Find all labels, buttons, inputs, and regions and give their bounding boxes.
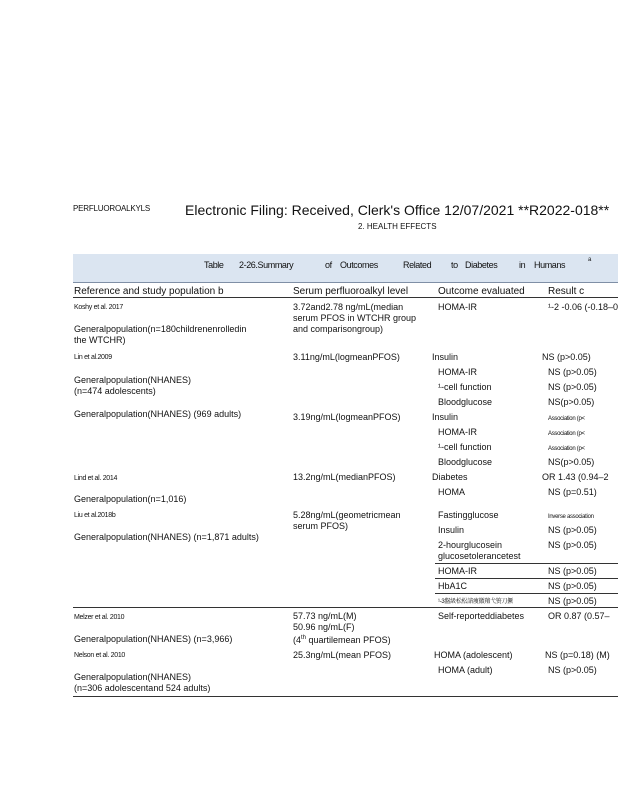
result: Association (p< <box>548 446 585 452</box>
study-reference: Melzer et al. 2010 <box>74 614 125 621</box>
title-word: Related <box>403 260 432 270</box>
outcome: Insulin <box>432 412 459 422</box>
filing-stamp: Electronic Filing: Received, Clerk's Office 12/07/2021 **R2022-018** <box>185 202 610 218</box>
result: NS (p>0.05) <box>548 525 597 535</box>
serum-level: (4th quartilemean PFOS) <box>293 635 391 645</box>
title-word: Table <box>204 260 224 270</box>
study-population: Generalpopulation(NHANES) (n=1,871 adults) <box>74 532 259 542</box>
column-header-result: Result c <box>548 286 585 297</box>
result: Association (p< <box>548 416 585 422</box>
outcome: Diabetes <box>432 472 468 482</box>
sub-row-rule <box>435 563 618 564</box>
running-head: PERFLUOROALKYLS <box>73 204 151 213</box>
study-population: Generalpopulation(NHANES) <box>74 672 192 682</box>
study-population: (n=474 adolescents) <box>74 386 156 396</box>
serum-level: 3.19ng/mL(logmeanPFOS) <box>293 412 401 422</box>
title-word: Humans <box>534 260 566 270</box>
result: Inverse association <box>548 514 594 520</box>
serum-level: 25.3ng/mL(mean PFOS) <box>293 650 392 660</box>
outcome: HOMA-IR <box>438 566 477 576</box>
outcome: HOMA (adult) <box>438 665 493 675</box>
study-population: the WTCHR) <box>74 335 126 345</box>
serum-level: and comparisongroup) <box>293 324 384 334</box>
outcome: ¹-3盤級松松諳痩徽羶弋篑刀撅 <box>438 599 513 605</box>
column-header-outcome: Outcome evaluated <box>438 286 525 297</box>
outcome: ¹-cell function <box>438 442 492 452</box>
outcome: HOMA (adolescent) <box>434 650 513 660</box>
study-reference: Nelson et al. 2010 <box>74 652 126 659</box>
outcome: Self-reporteddiabetes <box>438 611 525 621</box>
result: OR 1.43 (0.94–2 <box>542 472 609 482</box>
outcome: Insulin <box>432 352 459 362</box>
title-word: in <box>519 260 526 270</box>
title-footnote-marker: a <box>588 257 591 263</box>
outcome: Fastingglucose <box>438 510 499 520</box>
table-bottom-rule <box>73 696 618 697</box>
title-word: 2-26.Summary <box>239 260 294 270</box>
result: NS (p>0.05) <box>548 596 597 606</box>
title-word: Outcomes <box>340 260 378 270</box>
result: NS (p=0.18) (M) <box>545 650 610 660</box>
result: NS (p>0.05) <box>548 581 597 591</box>
outcome: ¹-cell function <box>438 382 492 392</box>
header-rule <box>73 297 618 298</box>
result: ¹-2 -0.06 (-0.18–0 <box>548 302 618 312</box>
column-header-reference: Reference and study population b <box>74 286 224 297</box>
outcome: glucosetolerancetest <box>438 551 521 561</box>
result: NS (p>0.05) <box>548 382 597 392</box>
study-population: Generalpopulation(NHANES) <box>74 375 192 385</box>
outcome: HOMA-IR <box>438 427 477 437</box>
study-population: Generalpopulation(n=1,016) <box>74 494 187 504</box>
row-rule <box>73 607 618 608</box>
outcome: Bloodglucose <box>438 397 493 407</box>
result: Association (p< <box>548 431 585 437</box>
result: NS (p>0.05) <box>548 665 597 675</box>
title-word: to <box>451 260 458 270</box>
chapter-heading: 2. HEALTH EFFECTS <box>358 222 437 231</box>
serum-level: 57.73 ng/mL(M) <box>293 611 357 621</box>
result: NS (p>0.05) <box>542 352 591 362</box>
outcome: Bloodglucose <box>438 457 493 467</box>
study-population: Generalpopulation(NHANES) (969 adults) <box>74 409 242 419</box>
title-word: Diabetes <box>465 260 498 270</box>
serum-level: 50.96 ng/mL(F) <box>293 622 355 632</box>
result: NS (p>0.05) <box>548 540 597 550</box>
outcome: Insulin <box>438 525 465 535</box>
serum-level: 3.72and2.78 ng/mL(median <box>293 302 404 312</box>
outcome: HOMA-IR <box>438 302 477 312</box>
result: NS (p>0.05) <box>548 566 597 576</box>
serum-level: 3.11ng/mL(logmeanPFOS) <box>293 352 400 362</box>
study-reference: Lind et al. 2014 <box>74 475 118 482</box>
outcome: HbA1C <box>438 581 468 591</box>
outcome: HOMA <box>438 487 465 497</box>
sub-row-rule <box>435 578 618 579</box>
serum-level: 13.2ng/mL(medianPFOS) <box>293 472 396 482</box>
study-population: (n=306 adolescentand 524 adults) <box>74 683 211 693</box>
study-population: Generalpopulation(NHANES) (n=3,966) <box>74 634 233 644</box>
result: NS(p>0.05) <box>548 397 595 407</box>
result: NS(p>0.05) <box>548 457 595 467</box>
title-word: of <box>325 260 332 270</box>
serum-level: 5.28ng/mL(geometricmean <box>293 510 401 520</box>
result: NS (p>0.05) <box>548 367 597 377</box>
study-reference: Liu et al.2018b <box>74 512 116 519</box>
outcome: HOMA-IR <box>438 367 477 377</box>
column-header-serum: Serum perfluoroalkyl level <box>293 286 409 297</box>
serum-level: serum PFOS in WTCHR group <box>293 313 417 323</box>
study-reference: Koshy et al. 2017 <box>74 304 123 311</box>
result: NS (p=0.51) <box>548 487 597 497</box>
study-reference: Lin et al.2009 <box>74 354 112 361</box>
study-population: Generalpopulation(n=180childrenenrolledin <box>74 324 247 334</box>
outcome: 2-hourglucosein <box>438 540 503 550</box>
serum-level: serum PFOS) <box>293 521 349 531</box>
result: OR 0.87 (0.57– <box>548 611 610 621</box>
table-title-band <box>73 254 618 283</box>
sub-row-rule <box>435 593 618 594</box>
